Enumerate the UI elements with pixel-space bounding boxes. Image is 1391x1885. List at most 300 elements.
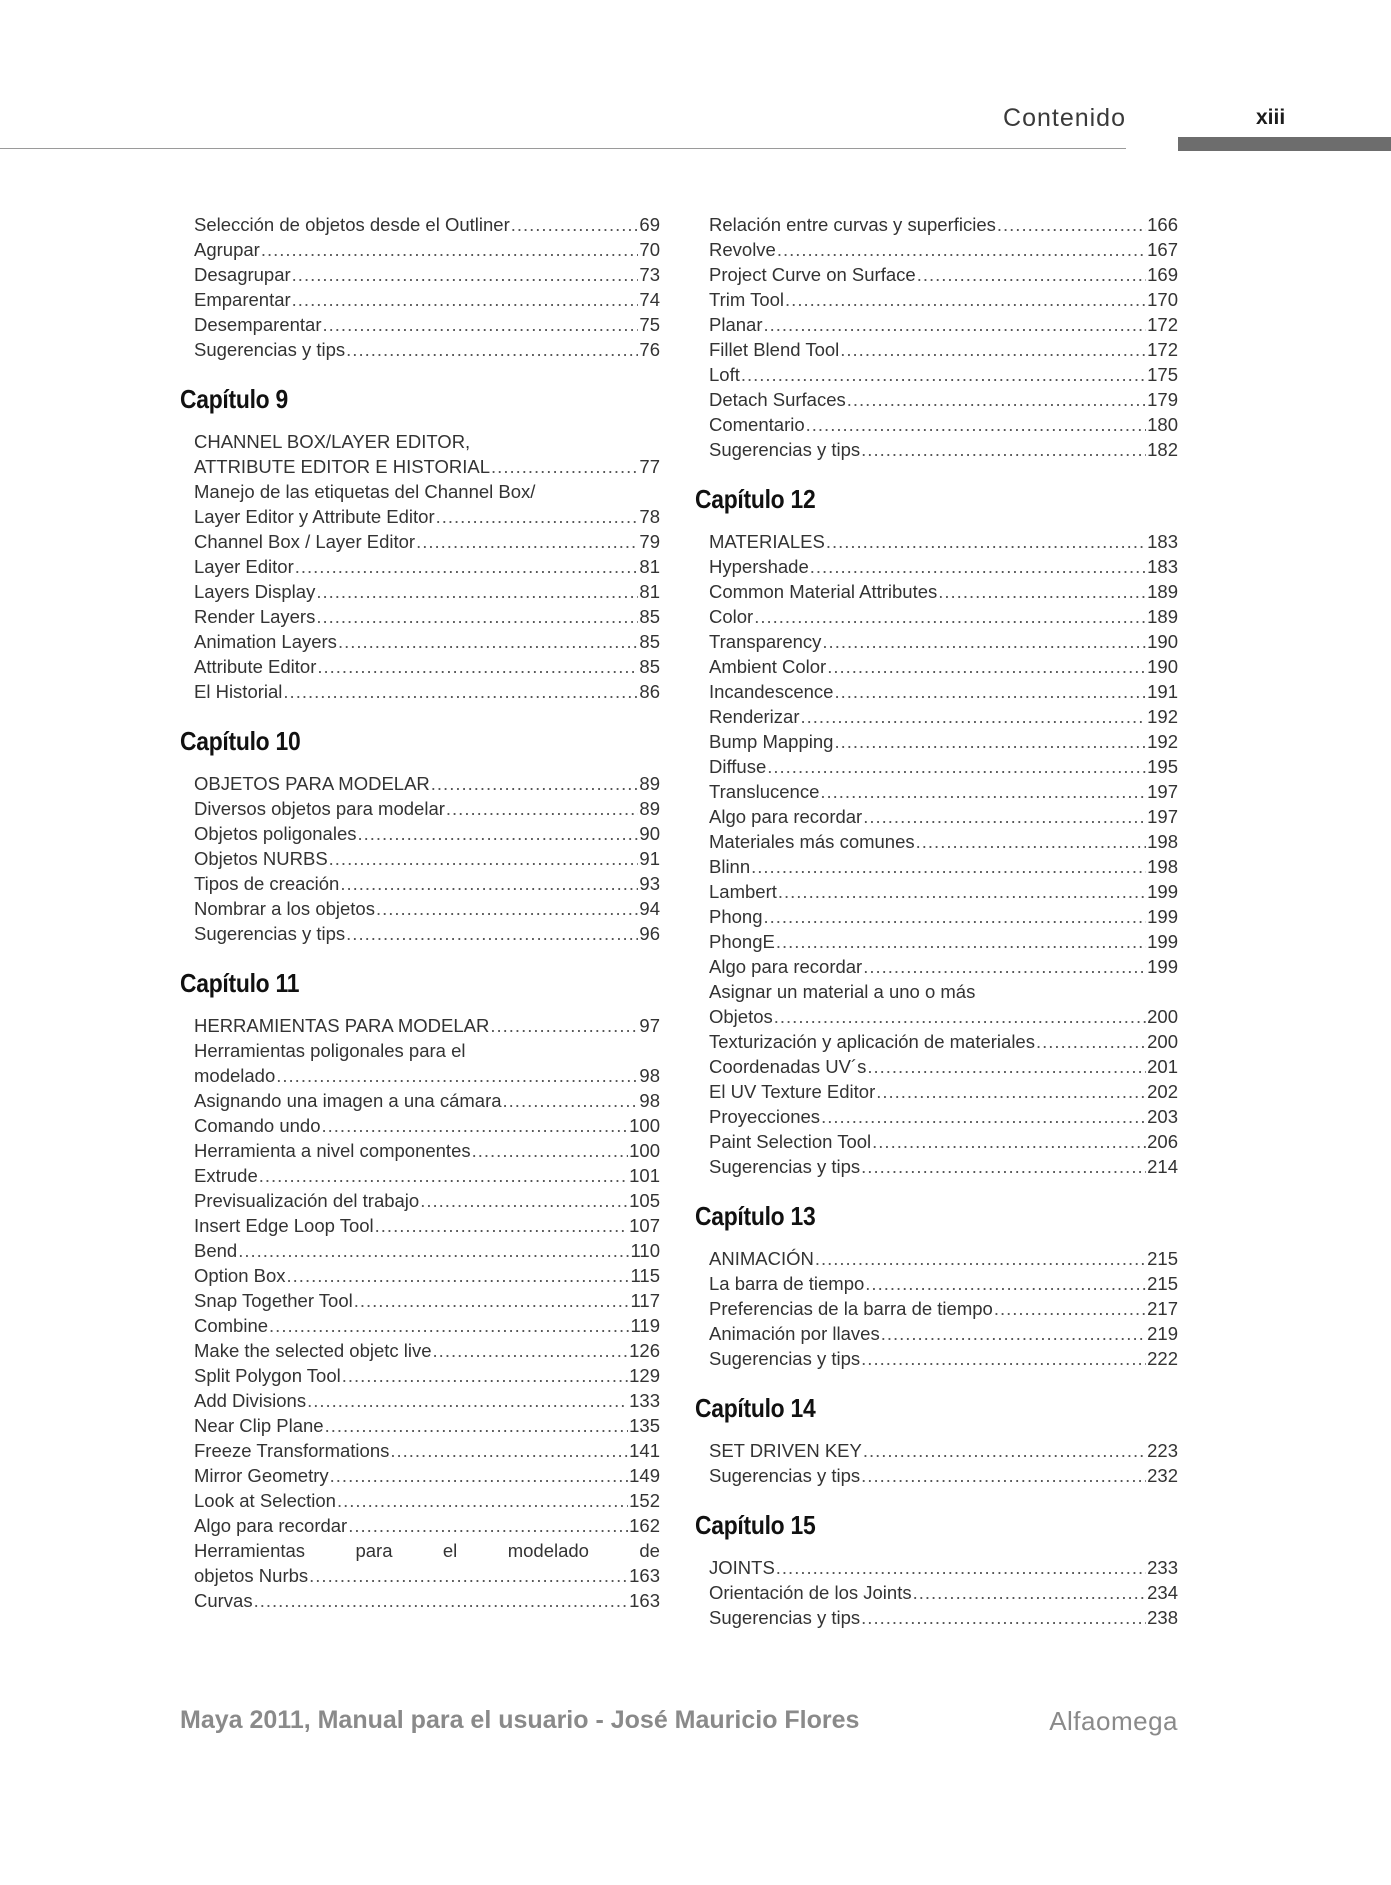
header-section-title: Contenido: [1003, 104, 1126, 132]
chapter-block: [180, 212, 660, 362]
toc-entry-page: 81: [639, 581, 660, 602]
toc-entry-page: 149: [629, 1465, 660, 1486]
toc-entry-list: [194, 429, 660, 704]
dot-leader: [390, 1438, 628, 1463]
dot-leader: [261, 237, 639, 262]
toc-entry[interactable]: [709, 954, 1178, 979]
dot-leader: [741, 362, 1146, 387]
dot-leader: [238, 1238, 629, 1263]
dot-leader: [254, 1588, 629, 1613]
chapter-heading: Capítulo 14: [695, 1393, 816, 1423]
toc-entry[interactable]: [709, 929, 1178, 954]
dot-leader: [337, 1488, 628, 1513]
toc-entry[interactable]: [709, 1463, 1178, 1488]
toc-entry-page: 73: [639, 264, 660, 285]
toc-entry-page: 133: [629, 1390, 660, 1411]
dot-leader: [317, 654, 638, 679]
toc-entry-page: 197: [1147, 781, 1178, 802]
toc-entry-title: Insert Edge Loop Tool: [194, 1215, 374, 1236]
header-page-number: xiii: [1256, 106, 1286, 129]
dot-leader: [754, 604, 1146, 629]
toc-entry-title: Loft: [709, 364, 740, 385]
toc-entry[interactable]: [709, 579, 1178, 604]
toc-entry-title: OBJETOS PARA MODELAR: [194, 773, 430, 794]
toc-entry-page: 197: [1147, 806, 1178, 827]
toc-entry[interactable]: [194, 1588, 660, 1613]
toc-entry[interactable]: [194, 1313, 660, 1338]
toc-entry-list: [194, 212, 660, 362]
toc-entry-title: Ambient Color: [709, 656, 827, 677]
toc-entry-title: HERRAMIENTAS PARA MODELAR: [194, 1015, 490, 1036]
toc-entry-title: Renderizar: [709, 706, 800, 727]
toc-entry-title: Sugerencias y tips: [709, 439, 861, 460]
dot-leader: [376, 896, 638, 921]
toc-entry-title: objetos Nurbs: [194, 1565, 309, 1586]
dot-leader: [785, 287, 1146, 312]
toc-entry-title: Freeze Transformations: [194, 1440, 390, 1461]
dot-leader: [323, 312, 639, 337]
toc-entry[interactable]: [194, 654, 660, 679]
toc-entry-title: Near Clip Plane: [194, 1415, 324, 1436]
toc-entry[interactable]: [194, 529, 660, 554]
toc-entry-title: Transparency: [709, 631, 822, 652]
toc-entry-page: 119: [630, 1315, 660, 1336]
toc-entry[interactable]: [709, 337, 1178, 362]
toc-entry[interactable]: [709, 729, 1178, 754]
toc-entry-page: 219: [1147, 1323, 1178, 1344]
toc-entry-page: 200: [1147, 1006, 1178, 1027]
toc-entry-title: Sugerencias y tips: [709, 1607, 861, 1628]
toc-entry[interactable]: [194, 1388, 660, 1413]
toc-entry[interactable]: [709, 212, 1178, 237]
toc-entry[interactable]: [709, 1555, 1178, 1580]
toc-entry[interactable]: [194, 846, 660, 871]
toc-entry-title: Combine: [194, 1315, 269, 1336]
toc-entry-title: Fillet Blend Tool: [709, 339, 840, 360]
toc-entry-title: Sugerencias y tips: [194, 339, 346, 360]
toc-entry-page: 117: [630, 1290, 660, 1311]
toc-entry-list: [709, 529, 1178, 1179]
toc-entry[interactable]: [194, 337, 660, 362]
dot-leader: [863, 804, 1146, 829]
dot-leader: [472, 1138, 629, 1163]
toc-entry-list: [709, 1246, 1178, 1371]
toc-entry-page: 126: [629, 1340, 660, 1361]
toc-entry-page: 172: [1147, 314, 1178, 335]
dot-leader: [416, 529, 638, 554]
toc-entry-title: Objetos NURBS: [194, 848, 328, 869]
toc-entry[interactable]: [709, 312, 1178, 337]
dot-leader: [751, 854, 1146, 879]
toc-entry[interactable]: [709, 1271, 1178, 1296]
dot-leader: [309, 1563, 628, 1588]
dot-leader: [861, 1605, 1146, 1630]
toc-entry-page: 179: [1147, 389, 1178, 410]
toc-entry[interactable]: [709, 829, 1178, 854]
toc-entry-title: Herramienta a nivel componentes: [194, 1140, 471, 1161]
toc-entry-title: Emparentar: [194, 289, 291, 310]
dot-leader: [348, 1513, 628, 1538]
toc-entry-title: El UV Texture Editor: [709, 1081, 876, 1102]
toc-entry[interactable]: [709, 1129, 1178, 1154]
toc-entry[interactable]: [194, 1338, 660, 1363]
toc-entry-page: 74: [639, 289, 660, 310]
dot-leader: [994, 1296, 1146, 1321]
toc-entry[interactable]: [194, 1238, 660, 1263]
chapter-heading: Capítulo 13: [695, 1201, 816, 1231]
toc-entry-page: 203: [1147, 1106, 1178, 1127]
toc-entry-title: Comentario: [709, 414, 805, 435]
toc-entry-title: Materiales más comunes: [709, 831, 915, 852]
toc-entry[interactable]: [194, 1038, 660, 1063]
toc-entry-page: 97: [639, 1015, 660, 1036]
toc-entry-title: SET DRIVEN KEY: [709, 1440, 862, 1461]
dot-leader: [316, 579, 638, 604]
toc-entry[interactable]: [709, 1246, 1178, 1271]
toc-entry-title: Desagrupar: [194, 264, 291, 285]
dot-leader: [776, 1555, 1146, 1580]
toc-entry-title: Translucence: [709, 781, 820, 802]
dot-leader: [863, 1438, 1146, 1463]
toc-entry-title: Curvas: [194, 1590, 253, 1611]
toc-entry[interactable]: [709, 387, 1178, 412]
dot-leader: [876, 1079, 1146, 1104]
chapter-block: [695, 484, 1178, 1179]
chapter-heading: Capítulo 9: [180, 384, 288, 414]
toc-entry-list: [709, 212, 1178, 462]
toc-entry[interactable]: [194, 312, 660, 337]
dot-leader: [329, 846, 639, 871]
toc-entry-title: Asignar un material a uno o más: [709, 981, 976, 1002]
dot-leader: [325, 1413, 629, 1438]
toc-entry-page: 172: [1147, 339, 1178, 360]
toc-entry-title: Detach Surfaces: [709, 389, 846, 410]
toc-entry-title: Layer Editor y Attribute Editor: [194, 506, 435, 527]
toc-entry-title: La barra de tiempo: [709, 1273, 865, 1294]
dot-leader: [292, 262, 639, 287]
toc-entry-title: Incandescence: [709, 681, 834, 702]
dot-leader: [316, 604, 638, 629]
dot-leader: [777, 237, 1146, 262]
toc-entry-title: Common Material Attributes: [709, 581, 938, 602]
dot-leader: [307, 1388, 628, 1413]
dot-leader: [342, 1363, 628, 1388]
toc-entry[interactable]: [709, 904, 1178, 929]
dot-leader: [340, 871, 638, 896]
toc-entry[interactable]: [709, 1004, 1178, 1029]
toc-entry-page: 189: [1147, 606, 1178, 627]
toc-entry[interactable]: [194, 262, 660, 287]
toc-entry-title: Sugerencias y tips: [709, 1348, 861, 1369]
toc-entry[interactable]: [194, 1088, 660, 1113]
dot-leader: [938, 579, 1146, 604]
toc-entry[interactable]: [194, 871, 660, 896]
toc-entry-title: Herramientas poligonales para el: [194, 1040, 466, 1061]
toc-entry-title: Project Curve on Surface: [709, 264, 916, 285]
toc-entry-page: 198: [1147, 831, 1178, 852]
toc-entry-title: Objetos: [709, 1006, 773, 1027]
dot-leader: [433, 1338, 629, 1363]
dot-leader: [820, 779, 1146, 804]
toc-entry-title: Texturización y aplicación de materiales: [709, 1031, 1035, 1052]
dot-leader: [815, 1246, 1146, 1271]
toc-entry-page: 238: [1147, 1607, 1178, 1628]
chapter-block: [695, 1510, 1178, 1630]
chapter-block: [695, 1393, 1178, 1488]
toc-entry[interactable]: [709, 554, 1178, 579]
toc-entry[interactable]: [194, 896, 660, 921]
toc-entry[interactable]: [194, 629, 660, 654]
toc-entry[interactable]: [709, 804, 1178, 829]
toc-entry-title: Proyecciones: [709, 1106, 821, 1127]
toc-entry[interactable]: [709, 654, 1178, 679]
dot-leader: [917, 262, 1146, 287]
toc-entry-page: 85: [639, 606, 660, 627]
toc-entry-page: 100: [629, 1115, 660, 1136]
toc-entry[interactable]: [709, 287, 1178, 312]
toc-entry-page: 98: [639, 1090, 660, 1111]
toc-entry-title: Lambert: [709, 881, 777, 902]
toc-entry[interactable]: [709, 1605, 1178, 1630]
toc-entry-title: JOINTS: [709, 1557, 775, 1578]
dot-leader: [283, 679, 638, 704]
toc-entry-page: 190: [1147, 656, 1178, 677]
toc-right-column: [695, 212, 1178, 1630]
toc-entry-title: ANIMACIÓN: [709, 1248, 814, 1269]
dot-leader: [810, 554, 1146, 579]
dot-leader: [431, 771, 639, 796]
toc-entry[interactable]: [709, 437, 1178, 462]
toc-entry[interactable]: [194, 1488, 660, 1513]
toc-entry-title: Snap Together Tool: [194, 1290, 353, 1311]
toc-entry[interactable]: [194, 212, 660, 237]
toc-entry[interactable]: [194, 1538, 660, 1563]
header-bar: [1178, 137, 1391, 151]
toc-entry[interactable]: [194, 287, 660, 312]
toc-entry[interactable]: [709, 362, 1178, 387]
dot-leader: [446, 796, 639, 821]
toc-entry[interactable]: [709, 1438, 1178, 1463]
chapter-block: [180, 384, 660, 704]
toc-entry-title: Option Box: [194, 1265, 286, 1286]
toc-entry[interactable]: [194, 579, 660, 604]
toc-entry[interactable]: [194, 1288, 660, 1313]
toc-entry-title: ATTRIBUTE EDITOR E HISTORIAL: [194, 456, 491, 477]
dot-leader: [806, 412, 1146, 437]
toc-entry-title: Layer Editor: [194, 556, 294, 577]
toc-entry[interactable]: [194, 504, 660, 529]
toc-entry-page: 115: [630, 1265, 660, 1286]
toc-entry[interactable]: [709, 1104, 1178, 1129]
toc-entry-page: 85: [639, 656, 660, 677]
toc-entry[interactable]: [709, 629, 1178, 654]
toc-entry-page: 232: [1147, 1465, 1178, 1486]
dot-leader: [292, 287, 639, 312]
toc-entry[interactable]: [194, 429, 660, 454]
dot-leader: [822, 629, 1146, 654]
toc-entry-title: Render Layers: [194, 606, 316, 627]
dot-leader: [997, 212, 1146, 237]
toc-entry-title: Objetos poligonales: [194, 823, 357, 844]
toc-entry-title: Nombrar a los objetos: [194, 898, 375, 919]
dot-leader: [913, 1580, 1147, 1605]
toc-entry[interactable]: [709, 979, 1178, 1004]
toc-entry-title: Agrupar: [194, 239, 260, 260]
dot-leader: [774, 1004, 1146, 1029]
dot-leader: [287, 1263, 630, 1288]
toc-entry-page: 192: [1147, 731, 1178, 752]
toc-entry-page: 206: [1147, 1131, 1178, 1152]
toc-entry-title: Animación por llaves: [709, 1323, 880, 1344]
toc-entry[interactable]: [194, 479, 660, 504]
toc-entry[interactable]: [709, 529, 1178, 554]
toc-entry[interactable]: [194, 1363, 660, 1388]
toc-entry[interactable]: [194, 1063, 660, 1088]
toc-entry[interactable]: [194, 1513, 660, 1538]
toc-entry-page: 183: [1147, 556, 1178, 577]
toc-entry[interactable]: [709, 1296, 1178, 1321]
dot-leader: [867, 1054, 1146, 1079]
toc-entry-title: CHANNEL BOX/LAYER EDITOR,: [194, 431, 471, 452]
dot-leader: [834, 729, 1146, 754]
toc-entry-title: Algo para recordar: [709, 806, 863, 827]
dot-leader: [375, 1213, 628, 1238]
toc-entry[interactable]: [709, 1054, 1178, 1079]
dot-leader: [491, 454, 638, 479]
dot-leader: [503, 1088, 639, 1113]
toc-entry[interactable]: [194, 237, 660, 262]
toc-entry-page: 167: [1147, 239, 1178, 260]
toc-entry-title: Selección de objetos desde el Outliner: [194, 214, 510, 235]
toc-entry-page: 200: [1147, 1031, 1178, 1052]
toc-entry-page: 101: [629, 1165, 660, 1186]
toc-entry-page: 162: [629, 1515, 660, 1536]
toc-entry-title: Color: [709, 606, 754, 627]
toc-entry[interactable]: [194, 1463, 660, 1488]
dot-leader: [322, 1113, 629, 1138]
toc-entry-title: Look at Selection: [194, 1490, 336, 1511]
dot-leader: [827, 654, 1146, 679]
toc-entry[interactable]: [194, 1188, 660, 1213]
toc-entry-title: El Historial: [194, 681, 283, 702]
toc-entry-title: Preferencias de la barra de tiempo: [709, 1298, 993, 1319]
toc-entry-page: 192: [1147, 706, 1178, 727]
dot-leader: [436, 504, 639, 529]
toc-entry-page: 234: [1147, 1582, 1178, 1603]
toc-entry[interactable]: [194, 1013, 660, 1038]
toc-entry[interactable]: [194, 679, 660, 704]
toc-entry-title: Add Divisions: [194, 1390, 307, 1411]
dot-leader: [269, 1313, 629, 1338]
toc-entry-page: 189: [1147, 581, 1178, 602]
toc-entry[interactable]: [194, 1113, 660, 1138]
toc-entry[interactable]: [194, 1163, 660, 1188]
toc-entry[interactable]: [709, 1346, 1178, 1371]
toc-entry-page: 141: [629, 1440, 660, 1461]
dot-leader: [346, 337, 638, 362]
dot-leader: [354, 1288, 630, 1313]
header-rule: [0, 148, 1126, 149]
toc-entry[interactable]: [709, 754, 1178, 779]
toc-entry-page: 215: [1147, 1273, 1178, 1294]
toc-entry-title: Layers Display: [194, 581, 316, 602]
toc-entry-page: 98: [639, 1065, 660, 1086]
toc-entry[interactable]: [194, 554, 660, 579]
toc-entry-list: [709, 1438, 1178, 1488]
toc-entry-page: 199: [1147, 931, 1178, 952]
toc-entry-page: 223: [1147, 1440, 1178, 1461]
toc-entry[interactable]: [709, 1154, 1178, 1179]
toc-entry-page: 199: [1147, 956, 1178, 977]
toc-entry-page: 199: [1147, 906, 1178, 927]
toc-entry-page: 217: [1147, 1298, 1178, 1319]
dot-leader: [511, 212, 639, 237]
toc-entry[interactable]: [709, 879, 1178, 904]
toc-entry[interactable]: [194, 1563, 660, 1588]
dot-leader: [916, 829, 1146, 854]
toc-entry[interactable]: [194, 604, 660, 629]
toc-entry-title: Diversos objetos para modelar: [194, 798, 445, 819]
dot-leader: [767, 754, 1146, 779]
toc-entry-page: 105: [629, 1190, 660, 1211]
toc-entry-title: Comando undo: [194, 1115, 321, 1136]
toc-entry[interactable]: [709, 704, 1178, 729]
toc-entry[interactable]: [709, 1321, 1178, 1346]
toc-entry[interactable]: [709, 412, 1178, 437]
toc-entry-title: Revolve: [709, 239, 776, 260]
toc-entry-page: 214: [1147, 1156, 1178, 1177]
toc-entry[interactable]: [709, 604, 1178, 629]
toc-entry[interactable]: [194, 771, 660, 796]
toc-entry-page: 169: [1147, 264, 1178, 285]
dot-leader: [881, 1321, 1146, 1346]
toc-entry-page: 93: [639, 873, 660, 894]
toc-entry-title: Bump Mapping: [709, 731, 834, 752]
toc-entry[interactable]: [194, 454, 660, 479]
toc-entry[interactable]: [194, 821, 660, 846]
toc-entry[interactable]: [709, 679, 1178, 704]
toc-entry[interactable]: [194, 921, 660, 946]
toc-entry[interactable]: [709, 262, 1178, 287]
toc-entry[interactable]: [194, 1263, 660, 1288]
toc-entry[interactable]: [194, 1413, 660, 1438]
dot-leader: [490, 1013, 638, 1038]
toc-entry-page: 100: [629, 1140, 660, 1161]
dot-leader: [338, 629, 638, 654]
toc-entry[interactable]: [194, 1138, 660, 1163]
toc-entry[interactable]: [709, 779, 1178, 804]
toc-entry-page: 135: [629, 1415, 660, 1436]
toc-entry[interactable]: [709, 1029, 1178, 1054]
toc-entry[interactable]: [194, 796, 660, 821]
toc-entry[interactable]: [194, 1438, 660, 1463]
toc-entry[interactable]: [709, 237, 1178, 262]
toc-entry[interactable]: [709, 1580, 1178, 1605]
toc-entry-title: Tipos de creación: [194, 873, 340, 894]
toc-entry[interactable]: [709, 854, 1178, 879]
toc-entry-page: 170: [1147, 289, 1178, 310]
dot-leader: [834, 679, 1146, 704]
toc-entry-title: Split Polygon Tool: [194, 1365, 341, 1386]
chapter-heading: Capítulo 10: [180, 726, 301, 756]
toc-entry-page: 175: [1147, 364, 1178, 385]
toc-entry[interactable]: [194, 1213, 660, 1238]
toc-entry-title: Blinn: [709, 856, 751, 877]
dot-leader: [861, 1463, 1146, 1488]
toc-entry[interactable]: [709, 1079, 1178, 1104]
toc-entry-page: 129: [629, 1365, 660, 1386]
toc-entry-page: 69: [639, 214, 660, 235]
